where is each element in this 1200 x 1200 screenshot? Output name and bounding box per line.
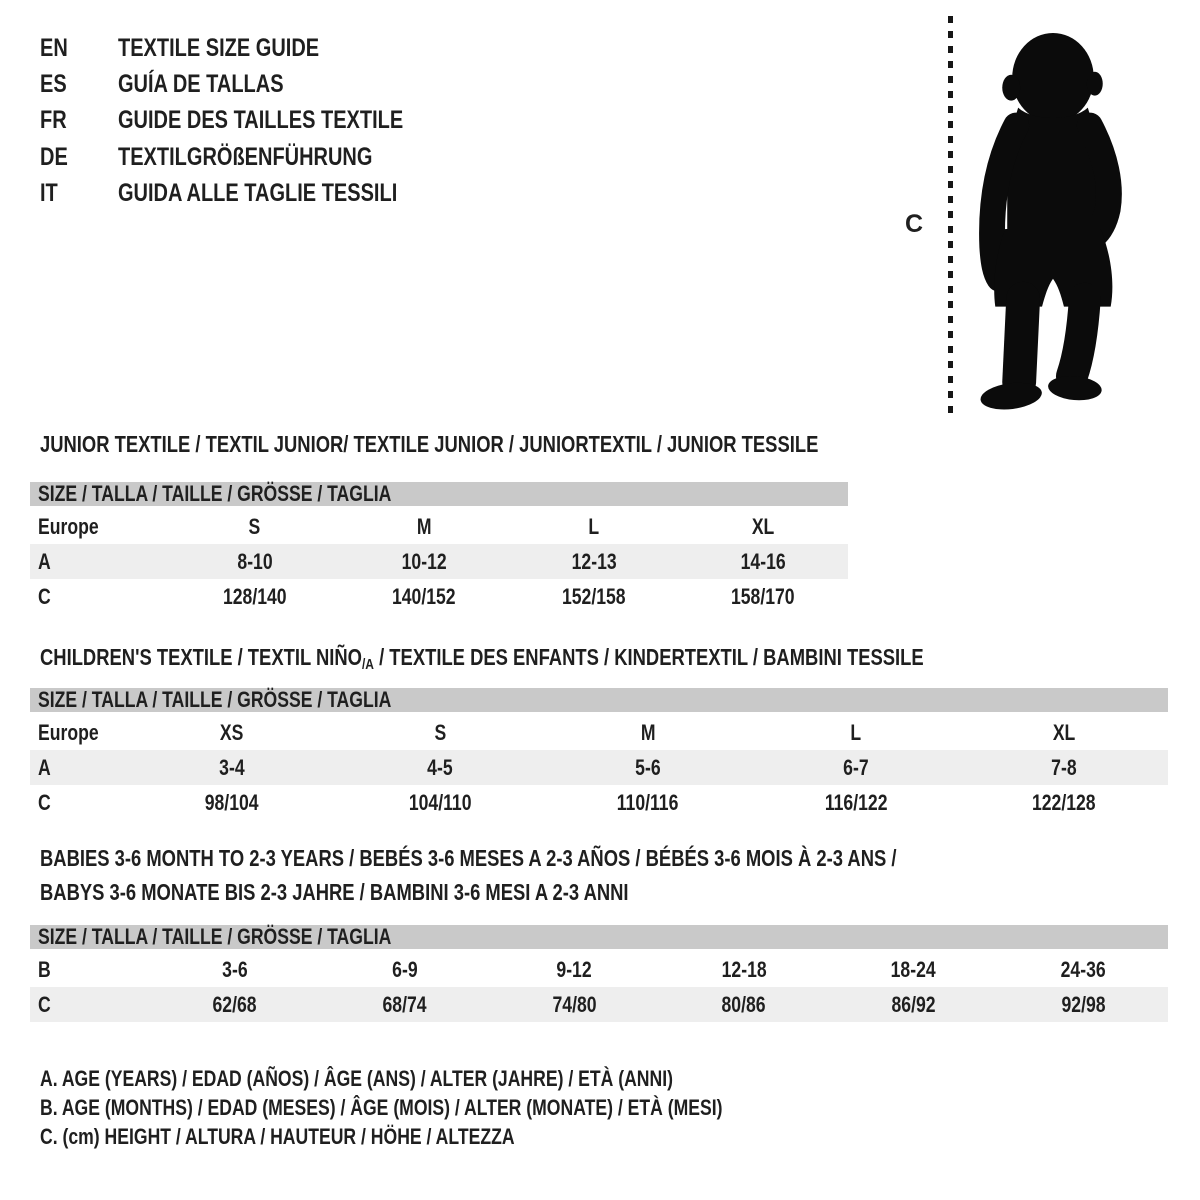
language-row bbox=[40, 66, 475, 102]
language-row bbox=[40, 139, 475, 175]
size-header-label: SIZE / TALLA / TAILLE / GRÖSSE / TAGLIA bbox=[38, 924, 392, 949]
baby-silhouette-icon bbox=[960, 28, 1142, 418]
value-cell: 122/128 bbox=[1032, 789, 1096, 815]
value-cell: 3-6 bbox=[222, 956, 248, 982]
value-cell: 12-18 bbox=[721, 956, 767, 982]
row-label-cell: C bbox=[38, 789, 51, 815]
legend-line-a: A. AGE (YEARS) / EDAD (AÑOS) / ÂGE (ANS) / ALTER (JAHRE) / ETÀ (ANNI) bbox=[40, 1065, 673, 1091]
size-cell: L bbox=[588, 513, 600, 539]
value-cell: 7-8 bbox=[1051, 754, 1077, 780]
language-title: GUIDE DES TAILLES TEXTILE bbox=[118, 106, 404, 135]
language-title: TEXTILGRÖßENFÜHRUNG bbox=[118, 142, 373, 171]
value-cell: 62/68 bbox=[212, 991, 257, 1017]
value-cell: 104/110 bbox=[408, 789, 472, 815]
language-code: EN bbox=[40, 33, 68, 62]
row-label-cell: C bbox=[38, 583, 51, 609]
value-cell: 3-4 bbox=[219, 754, 245, 780]
row-label-cell: Europe bbox=[38, 513, 99, 539]
table-row bbox=[30, 509, 848, 544]
value-cell: 4-5 bbox=[427, 754, 453, 780]
value-cell: 12-13 bbox=[571, 548, 617, 574]
size-header-bar bbox=[30, 925, 1168, 949]
row-label-cell: A bbox=[38, 548, 51, 574]
value-cell: 98/104 bbox=[205, 789, 259, 815]
language-row bbox=[40, 30, 475, 66]
language-title: TEXTILE SIZE GUIDE bbox=[118, 33, 320, 62]
table-row bbox=[30, 750, 1168, 785]
table-row bbox=[30, 715, 1168, 750]
table-row bbox=[30, 987, 1168, 1022]
table-row bbox=[30, 544, 848, 579]
value-cell: 10-12 bbox=[401, 548, 447, 574]
children-size-table bbox=[30, 688, 1168, 820]
size-header-label: SIZE / TALLA / TAILLE / GRÖSSE / TAGLIA bbox=[38, 481, 392, 506]
value-cell: 9-12 bbox=[556, 956, 592, 982]
row-label-cell: B bbox=[38, 956, 51, 982]
babies-section-title-line2: BABYS 3-6 MONATE BIS 2-3 JAHRE / BAMBINI 3-6 MESI A 2-3 ANNI bbox=[40, 879, 629, 905]
language-code: IT bbox=[40, 179, 58, 208]
children-section-title: CHILDREN'S TEXTILE / TEXTIL NIÑO/A / TEXTILE DES ENFANTS / KINDERTEXTIL / BAMBINI TESSILE bbox=[40, 644, 924, 673]
measure-legend bbox=[40, 1064, 893, 1151]
row-label-cell: C bbox=[38, 991, 51, 1017]
row-label-cell: Europe bbox=[38, 719, 99, 745]
language-title: GUÍA DE TALLAS bbox=[118, 70, 284, 99]
height-measure-label: C bbox=[905, 210, 924, 238]
value-cell: 6-7 bbox=[843, 754, 869, 780]
size-cell: XL bbox=[1052, 719, 1076, 745]
table-row bbox=[30, 579, 848, 614]
value-cell: 18-24 bbox=[891, 956, 937, 982]
language-title: GUIDA ALLE TAGLIE TESSILI bbox=[118, 179, 398, 208]
legend-line-b: B. AGE (MONTHS) / EDAD (MESES) / ÂGE (MOIS) / ALTER (MONATE) / ETÀ (MESI) bbox=[40, 1094, 723, 1120]
value-cell: 6-9 bbox=[391, 956, 418, 982]
value-cell: 116/122 bbox=[824, 789, 888, 815]
language-row bbox=[40, 176, 475, 212]
height-dashed-line bbox=[948, 16, 953, 418]
size-cell: M bbox=[416, 513, 432, 539]
size-cell: L bbox=[850, 719, 862, 745]
junior-section-title: JUNIOR TEXTILE / TEXTIL JUNIOR/ TEXTILE JUNIOR / JUNIORTEXTIL / JUNIOR TESSILE bbox=[40, 431, 819, 457]
language-code: ES bbox=[40, 70, 67, 99]
value-cell: 68/74 bbox=[382, 991, 427, 1017]
table-row bbox=[30, 952, 1168, 987]
value-cell: 110/116 bbox=[617, 789, 679, 815]
table-row bbox=[30, 785, 1168, 820]
value-cell: 92/98 bbox=[1061, 991, 1106, 1017]
value-cell: 74/80 bbox=[552, 991, 597, 1017]
value-cell: 128/140 bbox=[222, 583, 287, 609]
value-cell: 140/152 bbox=[392, 583, 457, 609]
size-cell: S bbox=[248, 513, 261, 539]
size-cell: XS bbox=[220, 719, 244, 745]
value-cell: 158/170 bbox=[731, 583, 796, 609]
value-cell: 8-10 bbox=[237, 548, 273, 574]
junior-size-table bbox=[30, 482, 848, 614]
value-cell: 152/158 bbox=[561, 583, 626, 609]
language-code: DE bbox=[40, 142, 68, 171]
title-subscript: /A bbox=[361, 656, 374, 673]
language-list bbox=[40, 30, 475, 212]
value-cell: 5-6 bbox=[635, 754, 661, 780]
value-cell: 24-36 bbox=[1060, 956, 1106, 982]
row-label-cell: A bbox=[38, 754, 51, 780]
babies-size-table bbox=[30, 925, 1168, 1022]
size-header-bar bbox=[30, 482, 848, 506]
value-cell: 14-16 bbox=[740, 548, 786, 574]
size-header-bar bbox=[30, 688, 1168, 712]
size-cell: M bbox=[640, 719, 656, 745]
size-cell: XL bbox=[752, 513, 775, 539]
legend-line-c: C. (cm) HEIGHT / ALTURA / HAUTEUR / HÖHE / ALTEZZA bbox=[40, 1123, 515, 1149]
language-row bbox=[40, 103, 475, 139]
babies-section-title-line1: BABIES 3-6 MONTH TO 2-3 YEARS / BEBÉS 3-6 MESES A 2-3 AÑOS / BÉBÉS 3-6 MOIS À 2-3 ANS / bbox=[40, 845, 897, 871]
language-code: FR bbox=[40, 106, 67, 135]
size-header-label: SIZE / TALLA / TAILLE / GRÖSSE / TAGLIA bbox=[38, 687, 392, 712]
value-cell: 86/92 bbox=[891, 991, 936, 1017]
value-cell: 80/86 bbox=[721, 991, 766, 1017]
size-cell: S bbox=[434, 719, 446, 745]
